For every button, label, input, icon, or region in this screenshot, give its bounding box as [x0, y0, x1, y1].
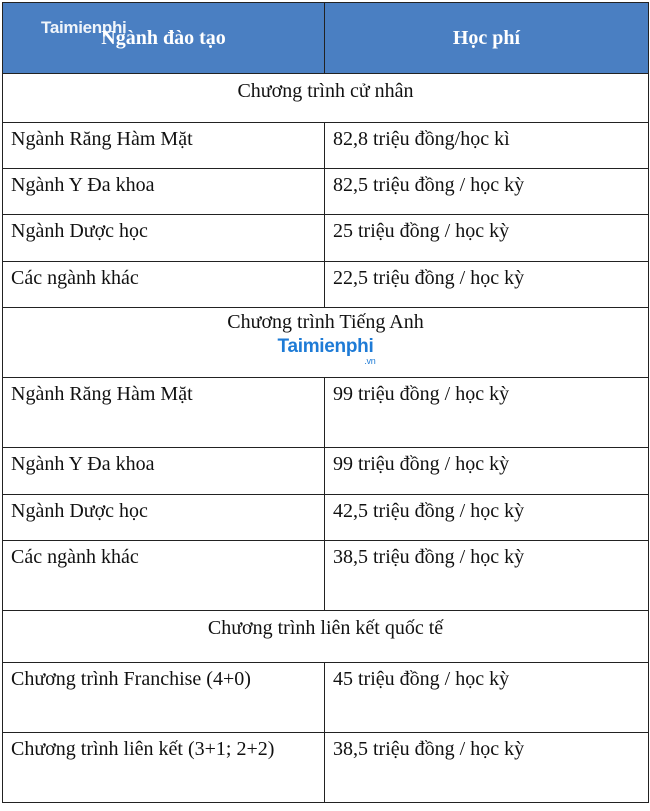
table-row [3, 169, 649, 215]
table-row [3, 448, 649, 495]
program-cell: Ngành Răng Hàm Mặt [11, 128, 193, 150]
section-row-bachelor [3, 74, 649, 123]
header-program-column [3, 3, 325, 74]
program-cell: Ngành Y Đa khoa [11, 453, 155, 475]
program-cell: Ngành Răng Hàm Mặt [11, 383, 193, 405]
program-cell: Ngành Y Đa khoa [11, 174, 155, 196]
fee-cell: 38,5 triệu đồng / học kỳ [333, 546, 525, 568]
fee-cell: 38,5 triệu đồng / học kỳ [333, 738, 525, 760]
section-title: Chương trình liên kết quốc tế [207, 617, 444, 639]
table-row [3, 495, 649, 541]
program-cell: Chương trình Franchise (4+0) [11, 668, 251, 690]
fee-cell: 82,5 triệu đồng / học kỳ [333, 174, 525, 196]
section-title-cell [3, 74, 649, 123]
section-row-english [3, 308, 649, 378]
section-row-international [3, 611, 649, 663]
header-fee-label: Học phí [452, 26, 521, 49]
section-title: Chương trình cử nhân [237, 80, 414, 102]
tuition-table [2, 2, 649, 803]
program-cell: Chương trình liên kết (3+1; 2+2) [11, 738, 275, 760]
section-title-cell [3, 611, 649, 663]
taimienphi-logo: Taimienphi .vn [277, 336, 376, 366]
header-program-label: Ngành đào tạo [101, 26, 226, 49]
fee-cell: 22,5 triệu đồng / học kỳ [333, 267, 525, 289]
taimienphi-logo-watermark: Taimienphi [41, 18, 127, 37]
table-header-row [3, 3, 649, 74]
fee-cell: 99 triệu đồng / học kỳ [333, 453, 510, 475]
fee-cell: 82,8 triệu đồng/học kì [333, 128, 510, 150]
fee-cell: 25 triệu đồng / học kỳ [333, 220, 510, 242]
table-row [3, 733, 649, 803]
table-row [3, 541, 649, 611]
table-row [3, 215, 649, 262]
program-cell: Các ngành khác [11, 546, 139, 568]
header-fee-column [325, 3, 649, 74]
section-title: Chương trình Tiếng Anh [227, 311, 424, 333]
fee-cell: 45 triệu đồng / học kỳ [333, 668, 510, 690]
section-title-cell [3, 308, 649, 378]
table-row [3, 378, 649, 448]
program-cell: Các ngành khác [11, 267, 139, 289]
program-cell: Ngành Dược học [11, 500, 148, 522]
fee-cell: 42,5 triệu đồng / học kỳ [333, 500, 525, 522]
program-cell: Ngành Dược học [11, 220, 148, 242]
table-row [3, 262, 649, 308]
table-row [3, 663, 649, 733]
table-row [3, 123, 649, 169]
logo-domain-suffix: .vn [364, 356, 376, 366]
fee-cell: 99 triệu đồng / học kỳ [333, 383, 510, 405]
